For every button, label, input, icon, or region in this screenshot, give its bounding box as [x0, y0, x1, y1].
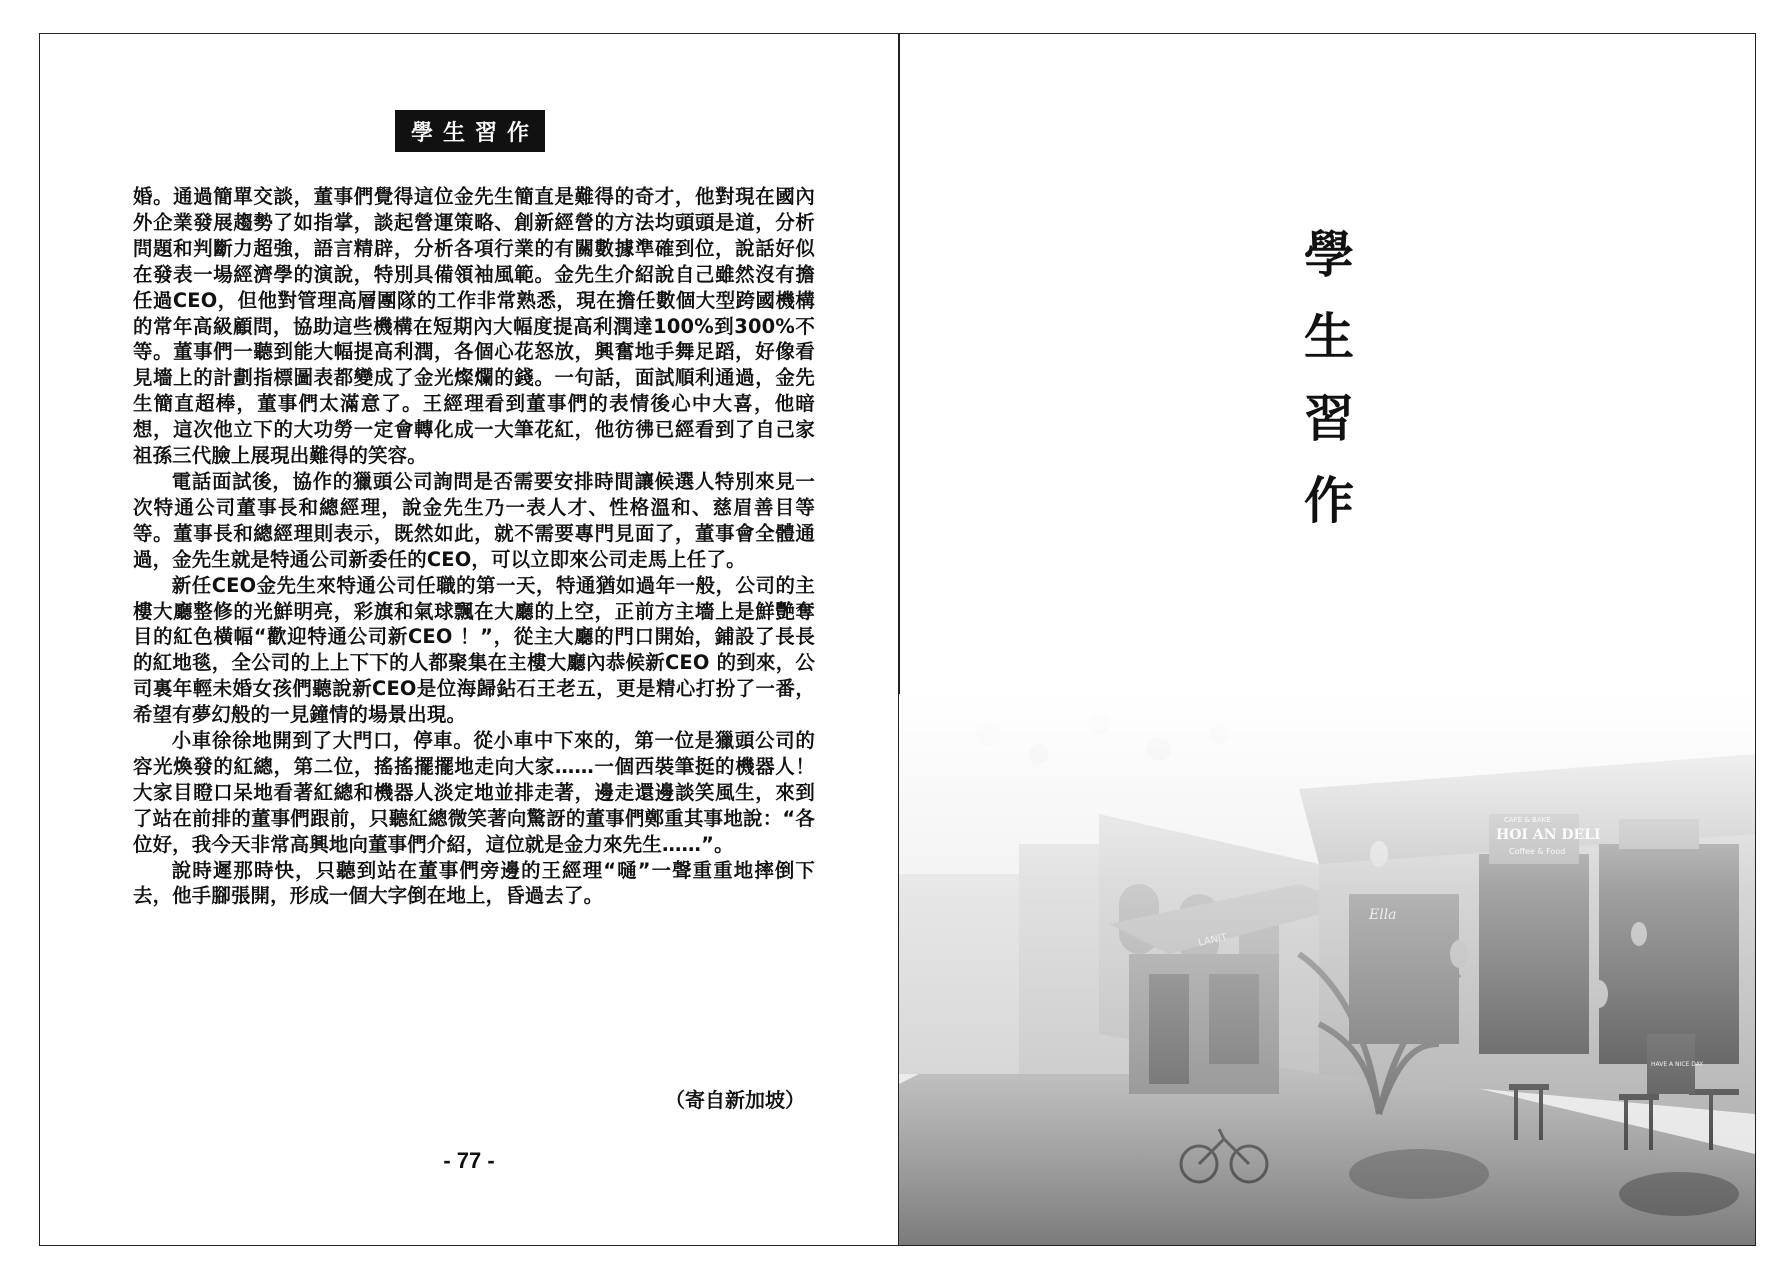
paragraph: 新任CEO金先生來特通公司任職的第一天，特通猶如過年一般，公司的主樓大廳整修的光鮮明亮，彩旗和氣球飄在大廳的上空，正前方主墻上是鮮艷奪目的紅色橫幅“歡迎特通公司新CEO ！”，從主大廳的門口開始，鋪設了長長的紅地毯，全公司的上上下下的人都聚集在主樓大廳內恭候新CEO 的到來，公司裏年輕未婚女孩們聽說新CEO是位海歸鉆石王老五，更是精心打扮了一番，希望有夢幻般的一見鐘情的場景出現。	[133, 573, 815, 727]
title-char: 作	[1304, 471, 1354, 530]
vertical-title	[1299, 214, 1359, 542]
paragraph: 電話面試後，協作的獵頭公司詢問是否需要安排時間讓候選人特別來見一次特通公司董事長和總經理，說金先生乃一表人才、性格溫和、慈眉善目等等。董事長和總經理則表示，既然如此，就不需要專門見面了，董事會全體通過，金先生就是特通公司新委任的CEO，可以立即來公司走馬上任了。	[133, 469, 815, 571]
title-char: 生	[1304, 307, 1354, 366]
article-body	[133, 184, 815, 909]
book-spread	[39, 33, 1756, 1246]
street-photo	[899, 694, 1755, 1245]
right-page	[899, 34, 1755, 1245]
attribution: （寄自新加坡）	[665, 1088, 805, 1112]
left-page	[40, 34, 898, 1245]
paragraph: 說時遲那時快，只聽到站在董事們旁邊的王經理“嗵”一聲重重地摔倒下去，他手腳張開，形成一個大字倒在地上，昏過去了。	[133, 858, 815, 908]
title-char: 學	[1304, 225, 1354, 284]
page-number: - 77 -	[443, 1148, 495, 1173]
paragraph: 婚。通過簡單交談，董事們覺得這位金先生簡直是難得的奇才，他對現在國內外企業發展趨勢了如指掌，談起營運策略、創新經營的方法均頭頭是道，分析問題和判斷力超強，語言精辟，分析各項行業的有關數據準確到位，說話好似在發表一場經濟學的演說，特別具備領袖風範。金先生介紹說自己雖然沒有擔任過CEO，但他對管理高層團隊的工作非常熟悉，現在擔任數個大型跨國機構的常年高級顧問，協助這些機構在短期內大幅度提高利潤達100%到300%不等。董事們一聽到能大幅提高利潤，各個心花怒放，興奮地手舞足蹈，好像看見墻上的計劃指標圖表都變成了金光燦爛的錢。一句話，面試順利通過，金先生簡直超棒，董事們太滿意了。王經理看到董事們的表情後心中大喜，他暗想，這次他立下的大功勞一定會轉化成一大筆花紅，他彷彿已經看到了自己家祖孫三代臉上展現出難得的笑容。	[133, 185, 815, 468]
title-char: 習	[1304, 389, 1354, 448]
paragraph: 小車徐徐地開到了大門口，停車。從小車中下來的，第一位是獵頭公司的容光煥發的紅總，第二位，搖搖擺擺地走向大家……一個西裝筆挺的機器人！大家目瞪口呆地看著紅總和機器人淡定地並排走著，邊走還邊談笑風生，來到了站在前排的董事們跟前，只聽紅總微笑著向驚訝的董事們鄭重其事地說：“各位好，我今天非常高興地向董事們介紹，這位就是金力來先生……”。	[133, 729, 815, 856]
section-tag: 學生習作	[395, 110, 545, 152]
